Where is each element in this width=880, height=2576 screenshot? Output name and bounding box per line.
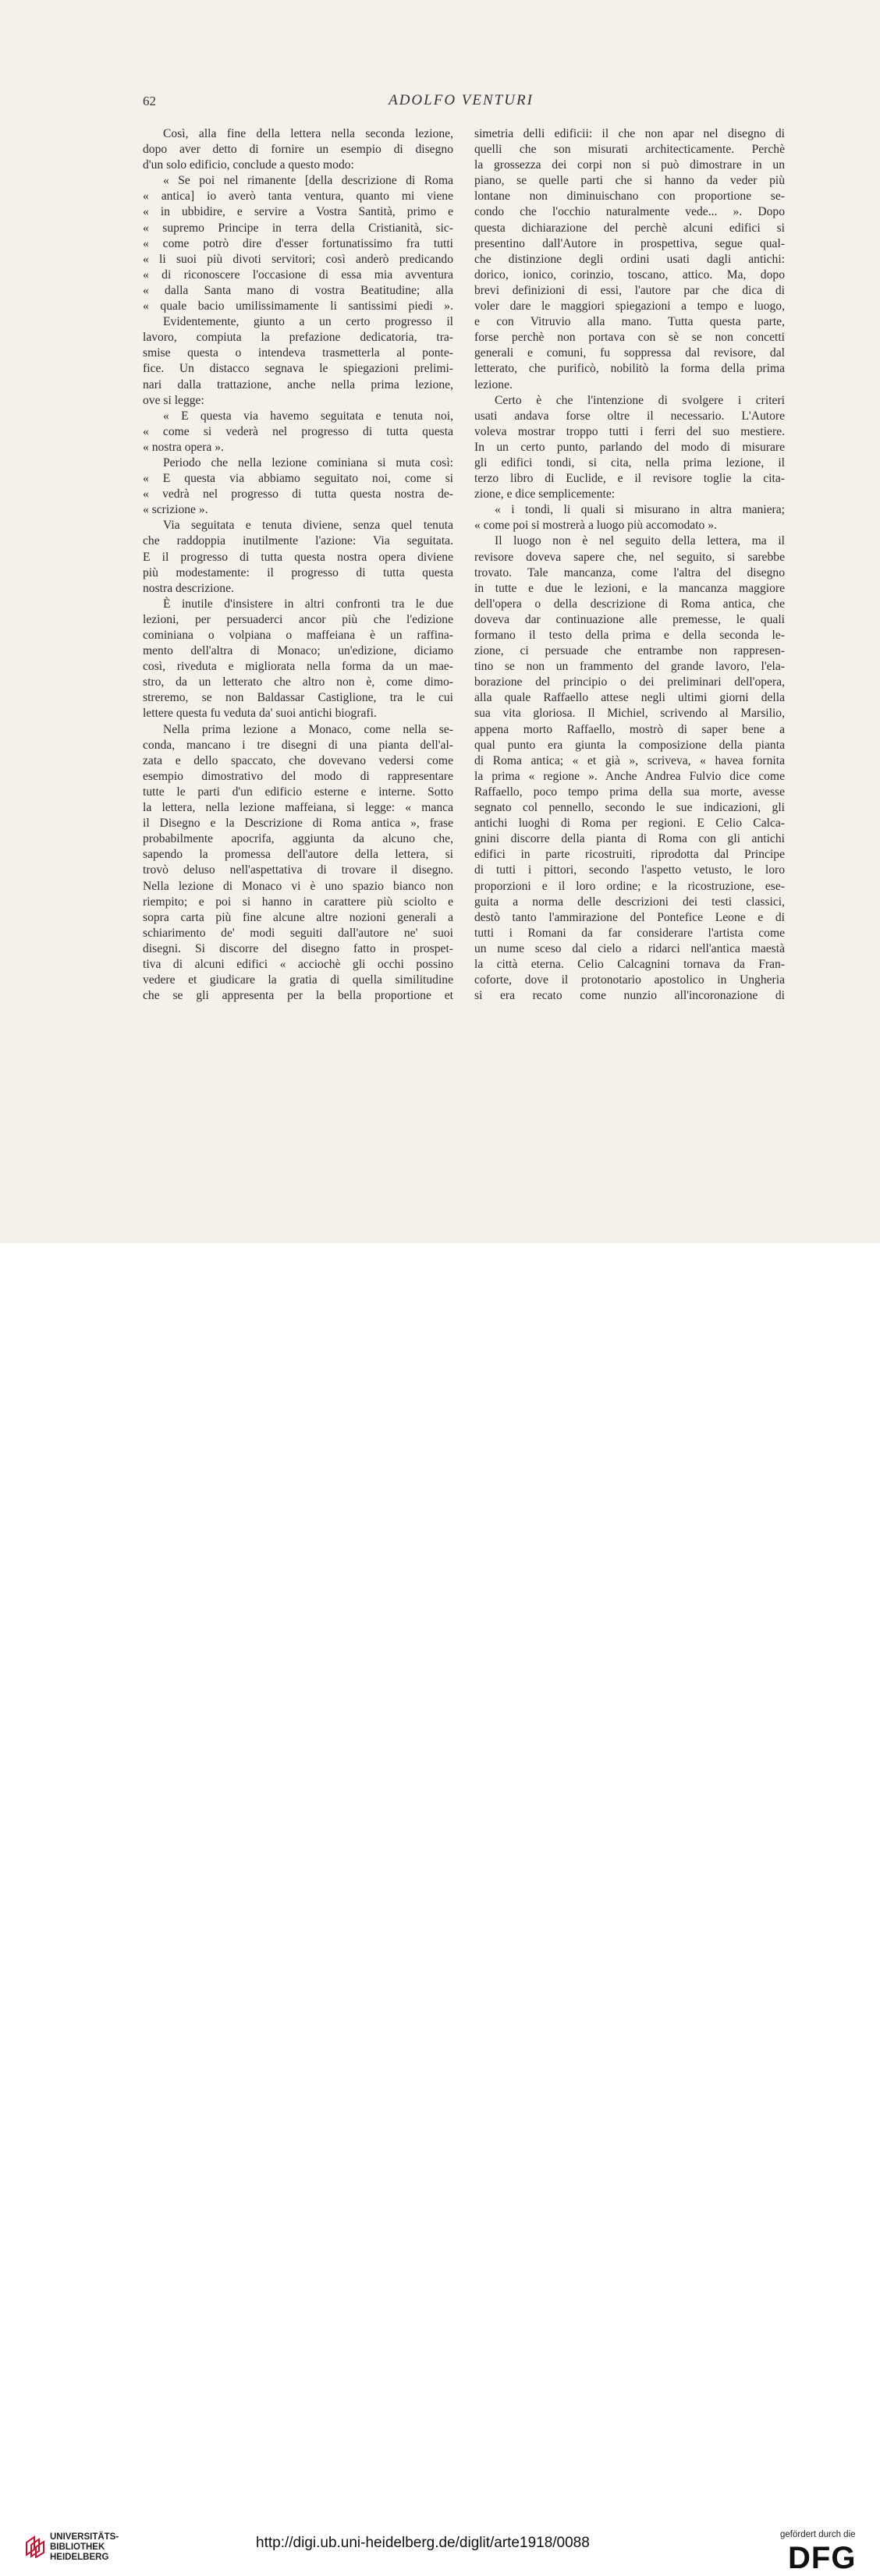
- text-line: « antica] io averò tanta ventura, quanto mi viene: [143, 190, 453, 204]
- text-line: condo che l'occhio naturalmente vede... ». Dopo: [474, 205, 785, 219]
- text-line: più modestamente: il progresso di tutta questa: [143, 565, 453, 579]
- text-line: Nella lezione di Monaco vi è uno spazio bianco non: [143, 879, 453, 893]
- text-line: « dalla Santa mano di vostra Beatitudine; alla: [143, 283, 453, 297]
- text-line: qual punto era giunta la composizione della pianta: [474, 738, 785, 752]
- text-line: Così, alla fine della lettera nella seconda lezione,: [163, 127, 453, 140]
- text-line: Nella prima lezione a Monaco, come nella se-: [163, 722, 453, 736]
- text-line: che se gli appresenta per la bella proportione et: [143, 989, 453, 1003]
- text-line: « come si vederà nel progresso di tutta questa: [143, 424, 453, 438]
- text-line: simetria delli edificii: il che non apar nel disegno di: [474, 127, 785, 140]
- text-line: « in ubbidire, e servire a Vostra Santità, primo e: [143, 205, 453, 219]
- text-line: trovato. Tale mancanza, come l'altra del disegno: [474, 565, 785, 579]
- text-line: fice. Un distacco segnava le spiegazioni prelimi-: [143, 362, 453, 376]
- text-column-right: [474, 126, 785, 1004]
- text-line: la città eterna. Celio Calcagnini tornava da Fran-: [474, 957, 785, 971]
- text-line: « supremo Principe in terra della Cristianità, sic-: [143, 221, 453, 235]
- text-line: disegni. Si discorre del disegno fatto in prospet-: [143, 941, 453, 955]
- text-line: guita a norma delle descrizioni dei testi classici,: [474, 895, 785, 909]
- library-line: UNIVERSITÄTS-: [50, 2532, 119, 2542]
- text-line: lavoro, compiuta la prefazione dedicatoria, tra-: [143, 331, 453, 345]
- text-line: così, riveduta e migliorata nella forma da un mae-: [143, 660, 453, 674]
- text-line: edifici in parte ricostruiti, riprodotta dal Principe: [474, 848, 785, 862]
- text-line: « come poi si mostrerà a luogo più accomodato ».: [474, 519, 717, 533]
- text-line: il Disegno e la Descrizione di Roma antica », frase: [143, 817, 453, 831]
- text-line: Periodo che nella lezione cominiana si muta così:: [163, 455, 453, 469]
- text-line: Certo è che l'intenzione di svolgere i criteri: [495, 393, 785, 407]
- text-line: gli edifici tondi, si cita, nella prima lezione, il: [474, 455, 785, 469]
- text-line: letterato, che purificò, nobilitò la forma della prima: [474, 362, 785, 376]
- text-line: « scrizione ».: [143, 503, 208, 517]
- text-line: Raffaello, poco tempo prima della sua morte, avesse: [474, 785, 785, 799]
- text-line: « E questa via havemo seguitata e tenuta noi,: [163, 409, 453, 423]
- text-line: « quale bacio umilissimamente li santissimi piedi ».: [143, 299, 453, 314]
- text-line: di tutti i pittori, secondo l'aspetto vetusto, le loro: [474, 863, 785, 877]
- text-line: d'un solo edificio, conclude a questo modo:: [143, 158, 354, 172]
- text-line: È inutile d'insistere in altri confronti tra le due: [163, 597, 453, 611]
- text-line: « E questa via abbiamo seguitato noi, come si: [143, 472, 453, 486]
- text-line: cominiana o volpiana o maffeiana è un raffina-: [143, 629, 453, 642]
- text-line: che raddoppia inutilmente l'azione: Via seguitata.: [143, 534, 453, 548]
- text-line: un nume sceso dal cielo a ridarci nell'antica maestà: [474, 941, 785, 955]
- text-line: usati andava forse oltre il necessario. L'Autore: [474, 409, 785, 423]
- text-line: tutte le parti d'un edificio esterne e interne. Sotto: [143, 785, 453, 799]
- text-line: tino se non un frammento del grande lavoro, l'ela-: [474, 660, 785, 674]
- text-line: coforte, dove il protonotario apostolico in Ungheria: [474, 973, 785, 987]
- text-line: « di riconoscere l'occasione di essa mia avventura: [143, 268, 453, 282]
- text-line: tutti i Romani da far considerare l'artista come: [474, 926, 785, 940]
- text-line: piano, se quelle parti che si hanno da veder più: [474, 174, 785, 188]
- text-line: zata e dello spaccato, che dovevano vedersi come: [143, 753, 453, 767]
- text-line: « i tondi, li quali si misurano in altra maniera;: [495, 503, 785, 517]
- text-column-left: [143, 126, 453, 1004]
- text-line: mento dell'altra di Monaco; un'edizione, diciamo: [143, 644, 453, 658]
- document-url-link[interactable]: http://digi.ub.uni-heidelberg.de/diglit/arte1918/0088: [256, 2535, 590, 2551]
- text-line: alla quale Raffaello attese negli ultimi giorni della: [474, 691, 785, 705]
- text-line: nari dalla trattazione, anche nella prima lezione,: [143, 377, 453, 392]
- text-line: In un certo punto, parlando del modo di misurare: [474, 440, 785, 454]
- text-line: zione, e dice semplicemente:: [474, 487, 616, 501]
- text-line: brevi definizioni di essi, l'autore par che dica di: [474, 283, 785, 297]
- library-line: BIBLIOTHEK: [50, 2542, 105, 2552]
- text-line: esempio dimostrativo del modo di rappresentare: [143, 769, 453, 783]
- text-line: conda, mancano i tre disegni di una pianta dell'al-: [143, 738, 453, 752]
- library-name: [50, 2532, 119, 2563]
- text-line: antichi luoghi di Roma per regioni. E Celio Calca-: [474, 817, 785, 831]
- text-line: sua vita gloriosa. Il Michiel, scrivendo al Marsilio,: [474, 707, 785, 721]
- text-line: « li suoi più divoti servitori; così anderò predicando: [143, 252, 453, 266]
- text-line: si era recato come nunzio all'incoronazione di: [474, 989, 785, 1003]
- text-line: dopo aver detto di fornire un esempio di disegno: [143, 143, 453, 157]
- text-line: lettere questa fu veduta da' suoi antichi biografi.: [143, 707, 377, 721]
- text-line: nostra descrizione.: [143, 581, 234, 595]
- text-line: forse perchè non portava con sè se non concetti: [474, 331, 785, 345]
- text-line: vedere et giudicare la gratia di quella similitudine: [143, 973, 453, 987]
- text-line: Via seguitata e tenuta diviene, senza quel tenuta: [163, 519, 453, 533]
- ub-heidelberg-logo-icon: [23, 2535, 47, 2558]
- text-line: e con Vitruvio alla mano. Tutta questa parte,: [474, 315, 785, 329]
- text-line: probabilmente apocrifa, aggiunta da alcuno che,: [143, 832, 453, 846]
- text-line: terzo libro di Euclide, e il revisore toglie la cita-: [474, 472, 785, 486]
- text-line: riempito; e poi si hanno in carattere più sciolto e: [143, 895, 453, 909]
- text-line: dorico, ionico, corinzio, toscano, attico. Ma, dopo: [474, 268, 785, 282]
- text-line: presentino dall'Autore in prospettiva, segue qual-: [474, 236, 785, 250]
- text-line: generali e comuni, fu soppressa dal revisore, dal: [474, 346, 785, 360]
- text-line: doveva dar continuazione alle premesse, le quali: [474, 612, 785, 626]
- text-line: proporzioni e il loro ordine; e la ricostruzione, ese-: [474, 879, 785, 893]
- text-line: Il luogo non è nel seguito della lettera, ma il: [495, 534, 785, 548]
- text-line: E il progresso di tutta questa nostra opera diviene: [143, 550, 453, 564]
- text-line: « nostra opera ».: [143, 440, 224, 454]
- text-line: schiarimento de' modi seguiti dall'autore ne' suoi: [143, 926, 453, 940]
- text-line: zione, ci persuade che entrambe non rappresen-: [474, 644, 785, 658]
- text-line: « vedrà nel progresso di tutta questa nostra de-: [143, 487, 453, 501]
- text-line: formano il testo della prima e della seconda le-: [474, 629, 785, 642]
- text-line: « Se poi nel rimanente [della descrizione di Roma: [163, 174, 453, 188]
- text-line: di Roma antica; « et già », scriveva, « havea fornita: [474, 753, 785, 767]
- text-line: ove si legge:: [143, 393, 204, 407]
- text-line: streremo, se non Baldassar Castiglione, tra le cui: [143, 691, 453, 705]
- text-line: stro, da un letterato che altro non è, come dimo-: [143, 675, 453, 689]
- text-line: lontane non diminuischano con proportione se-: [474, 190, 785, 204]
- scanned-page: [0, 0, 880, 1243]
- text-line: in tutte e due le lezioni, e la mancanza maggiore: [474, 581, 785, 595]
- text-line: revisore doveva sapere che, nel seguito, si sarebbe: [474, 550, 785, 564]
- text-line: la prima « regione ». Anche Andrea Fulvio dice come: [474, 769, 785, 783]
- page-number: 62: [143, 94, 156, 108]
- funded-by-label: gefördert durch die: [780, 2530, 856, 2539]
- library-line: HEIDELBERG: [50, 2553, 109, 2562]
- text-line: sapendo la promessa dell'autore della lettera, si: [143, 848, 453, 862]
- text-line: lezione.: [474, 377, 513, 392]
- text-line: la grossezza dei corpi non si può dimostrare in un: [474, 158, 785, 172]
- text-line: sopra carta più fine alcune altre nozioni generali a: [143, 910, 453, 924]
- running-head: ADOLFO VENTURI: [389, 92, 534, 108]
- text-line: questa dichiarazione del perchè alcuni edifici si: [474, 221, 785, 235]
- text-line: tiva di alcuni edifici « acciochè gli occhi possino: [143, 957, 453, 971]
- text-line: trovò deluso nell'aspettativa di trovare il disegno.: [143, 863, 453, 877]
- text-line: destò tanto l'ammirazione del Pontefice Leone e di: [474, 910, 785, 924]
- text-line: voleva mostrar troppo tutti i ferri del suo mestiere.: [474, 424, 785, 438]
- dfg-logo: DFG: [788, 2541, 857, 2575]
- text-line: quelli che son misurati architecticamente. Perchè: [474, 143, 785, 157]
- text-line: lezioni, per persuaderci ancor più che l'edizione: [143, 612, 453, 626]
- text-line: che distinzione degli ordini usati dagli antichi:: [474, 252, 785, 266]
- text-line: gnini discorre della pianta di Roma con gli antichi: [474, 832, 785, 846]
- viewer-footer: [0, 1243, 880, 2575]
- text-line: borazione del principio o dei preliminari dell'opera,: [474, 675, 785, 689]
- text-line: dell'opera o della descrizione di Roma antica, che: [474, 597, 785, 611]
- text-line: la lettera, nella lezione maffeiana, si legge: « manca: [143, 801, 453, 815]
- text-line: voler dare le maggiori spiegazioni a tempo e luogo,: [474, 299, 785, 314]
- text-line: segnato col pennello, secondo le sue indicazioni, gli: [474, 801, 785, 815]
- text-line: Evidentemente, giunto a un certo progresso il: [163, 315, 453, 329]
- text-line: appena morto Raffaello, mostrò di saper bene a: [474, 722, 785, 736]
- text-line: « come potrò dire d'esser fortunatissimo fra tutti: [143, 236, 453, 250]
- text-line: smise questa o intendeva trasmetterla al ponte-: [143, 346, 453, 360]
